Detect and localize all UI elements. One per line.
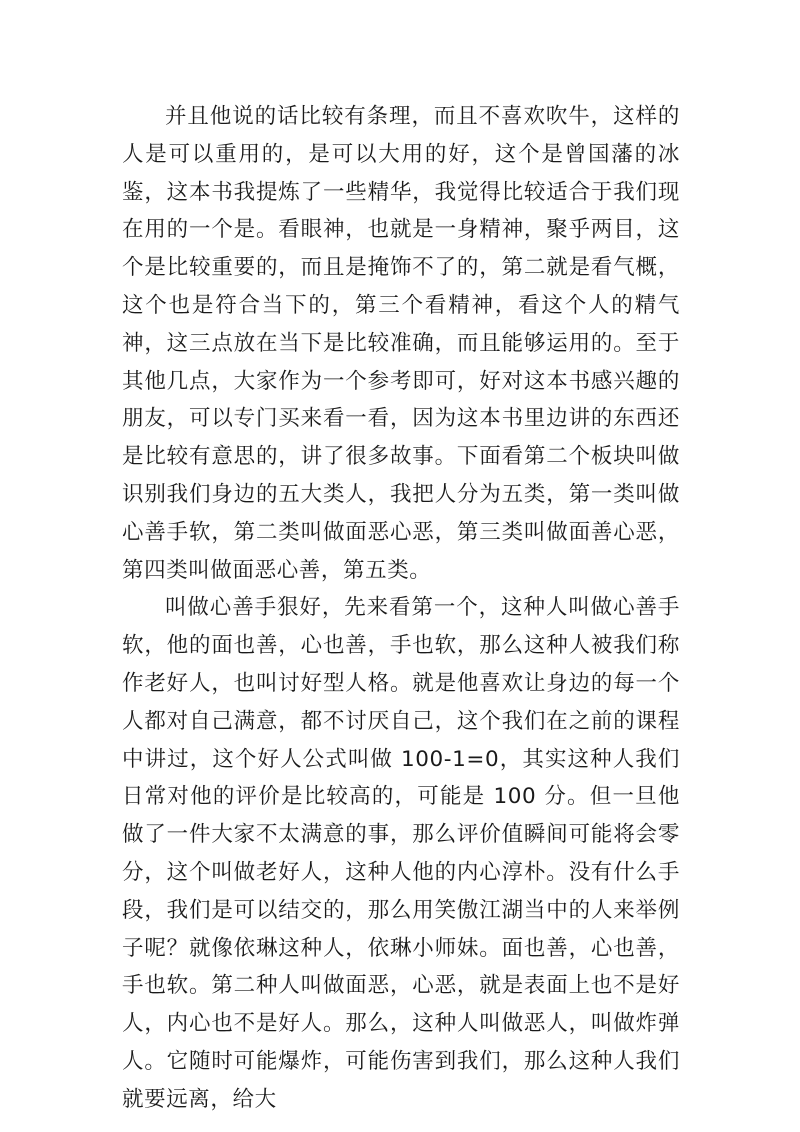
document-page — [122, 98, 680, 1119]
paragraph-1: 并且他说的话比较有条理，而且不喜欢吹牛，这样的人是可以重用的，是可以大用的好，这个是曾国藩的冰鉴，这本书我提炼了一些精华，我觉得比较适合于我们现在用的一个是。看眼神，也就是一身精神，聚乎两目，这个是比较重要的，而且是掩饰不了的，第二就是看气概，这个也是符合当下的，第三个看精神，看这个人的精气神，这三点放在当下是比较准确，而且能够运用的。至于其他几点，大家作为一个参考即可，好对这本书感兴趣的朋友，可以专门买来看一看，因为这本书里边讲的东西还是比较有意思的，讲了很多故事。下面看第二个板块叫做识别我们身边的五大类人，我把人分为五类，第一类叫做心善手软，第二类叫做面恶心恶，第三类叫做面善心恶，第四类叫做面恶心善，第五类。 — [122, 104, 680, 583]
paragraph-2: 叫做心善手狠好，先来看第一个，这种人叫做心善手软，他的面也善，心也善，手也软，那么这种人被我们称作老好人，也叫讨好型人格。就是他喜欢让身边的每一个人都对自己满意，都不讨厌自己，这个我们在之前的课程中讲过，这个好人公式叫做 100-1=0，其实这种人我们日常对他的评价是比较高的，可能是 100 分。但一旦他做了一件大家不太满意的事，那么评价值瞬间可能将会零分，这个叫做老好人，这种人他的内心淳朴。没有什么手段，我们是可以结交的，那么用笑傲江湖当中的人来举例子呢？就像依琳这种人，依琳小师妹。面也善，心也善，手也软。第二种人叫做面恶，心恶，就是表面上也不是好人，内心也不是好人。那么，这种人叫做恶人，叫做炸弹人。它随时可能爆炸，可能伤害到我们，那么这种人我们就要远离，给大 — [122, 595, 680, 1112]
